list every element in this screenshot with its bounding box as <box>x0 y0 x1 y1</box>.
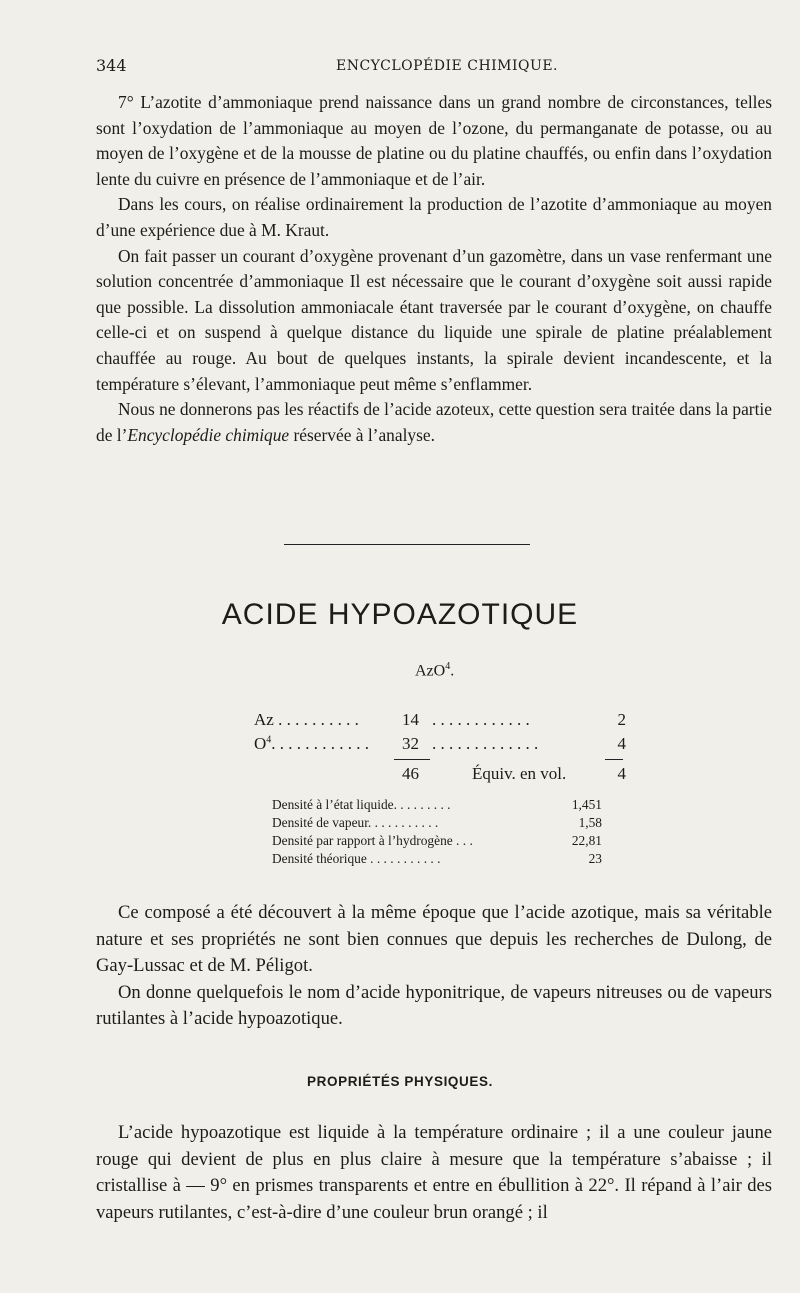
leader-dots: . . . . . . . . . . <box>273 710 359 729</box>
equivalent-value: 4 <box>617 734 626 753</box>
section-divider <box>284 544 530 545</box>
physical-text-block <box>96 1120 772 1226</box>
page-number: 344 <box>96 56 127 75</box>
analyse-text-before: Nous ne donnerons pas les réactifs de l’acide azoteux, cette question sera traitée dans la partie de l’ <box>96 399 772 445</box>
paragraph-physical-properties: L’acide hypoazotique est liquide à la température ordinaire ; il a une couleur jaune rouge qui devient de plus en plus claire à mesure que la température s’abaisse ; il cristallise à — 9° en prismes transparents et entre en ébullition à 22°. Il répand à l’air des vapeurs rutilantes, c’est-à-dire d’une couleur brun orangé ; il <box>96 1122 772 1223</box>
encyclopedie-italic: Encyclopédie chimique <box>127 424 290 445</box>
sum-rule-mass <box>394 759 430 760</box>
total-mass: 46 <box>402 764 419 783</box>
paragraph-azotite-formation: 7° L’azotite d’ammoniaque prend naissance dans un grand nombre de circonstances, telles sont l’oxydation de l’ammoniaque au moyen de l’ozone, du permanganate de potasse, ou au moyen de l’oxygène et de la mousse de platine ou du platine chauffés, ou enfin dans l’oxydation lente du cuivre en présence de l’ammoniaque et de l’air. <box>96 92 772 189</box>
element-subscript: 4 <box>266 734 272 746</box>
leader-dots: . . . . . . . . . . . . <box>432 710 530 729</box>
equivalent-value: 2 <box>617 710 626 729</box>
discovery-text-block <box>96 900 772 1033</box>
subsection-title: PROPRIÉTÉS PHYSIQUES. <box>307 1074 493 1089</box>
atomic-mass: 32 <box>402 734 419 753</box>
section-title: ACIDE HYPOAZOTIQUE <box>221 598 579 631</box>
total-equiv: 4 <box>617 764 626 783</box>
sum-rule-equiv <box>605 759 623 760</box>
total-label: Équiv. en vol. <box>472 764 567 783</box>
paragraph-kraut-experiment: Dans les cours, on réalise ordinairement la production de l’azotite d’ammoniaque au moyen d’une expérience due à M. Kraut. <box>96 194 772 240</box>
chemical-formula: AzO$^4$. <box>415 661 455 680</box>
book-page: 344 ENCYCLOPÉDIE CHIMIQUE. 7° L’azotite d’ammoniaque prend naissance dans un grand nombre de circonstances, telles sont l’oxydation de l’ammoniaque au moyen de l’ozone, du permanganate de potasse, ou au moyen de l’oxygène et de la mousse de platine ou du platine chauffés, ou enfin dans l’oxydation lente du cuivre en présence de l’ammoniaque et de l’air. Dans les cours, on réalise ordinairement la production de l’azotite d’ammoniaque au moyen d’une expérience due à M. Kraut. On fait passer un courant d’oxygène provenant d’un gazomètre, dans un vase renfermant une solution concentrée d’ammoniaque Il est nécessaire que le courant d’oxygène soit aussi rapide que possible. La dissolution ammoniacale étant traversée par le courant d’oxygène, on chauffe celle-ci et on suspend à quelque distance du liquide une spirale de platine préalablement chauffée au rouge. Au bout de quelques instants, la spirale devient incandescente, et la température s’élevant, l’ammoniaque peut même s’enflammer. Nous ne donnerons pas les réactifs de l’acide azoteux, cette question sera traitée dans la partie de l’Encyclopédie chimique réservée à l’analyse. ACIDE HYPOAZOTIQUE AzO$^4$. Az . . . . . . . . . . 14 . . . . . . . . . . . . 2 $O^4$. . . . . . . . . . . . 32 . . . . . . . . . . . . . 4 46 Équiv. en vol. 4 Densité à l’état liquide. . . . . . . . . 1,451 Densité de vapeur. . . . . . . . . . . 1,58 Densité par rapport à l’hydrogène . . . 22,81 Densité théorique . . . . . . . . . . . 23 Ce composé a été découvert à la même époque que l’acide azotique, mais sa véritable nature et ses propriétés ne sont bien connues que depuis les recherches de Dulong, de Gay-Lussac et de M. Péligot. On donne quelquefois le nom d’acide hyponitrique, de vapeurs nitreuses ou de vapeurs rutilantes à l’acide hypoazotique. PROPRIÉTÉS PHYSIQUES. L’acide hypoazotique est liquide à la température ordinaire ; il a une couleur jaune rouge qui devient de plus en plus claire à mesure que la température s’abaisse ; il cristallise à — 9° en prismes transparents et entre en ébullition à 22°. Il répand à l’air des vapeurs rutilantes, c’est-à-dire d’une couleur brun orangé ; il <box>0 0 800 1293</box>
element-symbol: O <box>254 734 267 753</box>
element-symbol: Az <box>254 710 274 729</box>
leader-dots: . . . . . . . . . . . . . <box>432 734 539 753</box>
paragraph-oxygen-procedure: On fait passer un courant d’oxygène provenant d’un gazomètre, dans un vase renfermant une solution concentrée d’ammoniaque Il est nécessaire que le courant d’oxygène soit aussi rapide que possible. La dissolution ammoniacale étant traversée par le courant d’oxygène, on chauffe celle-ci et on suspend à quelque distance du liquide une spirale de platine préalablement chauffée au rouge. Au bout de quelques instants, la spirale devient incandescente, et la température s’élevant, l’ammoniaque peut même s’enflammer. <box>96 245 772 394</box>
atomic-mass: 14 <box>402 710 419 729</box>
running-title: ENCYCLOPÉDIE CHIMIQUE. <box>336 58 558 74</box>
paragraph-reactifs <box>96 397 772 448</box>
intro-text-block <box>96 90 772 448</box>
paragraph-names: On donne quelquefois le nom d’acide hyponitrique, de vapeurs nitreuses ou de vapeurs rutilantes à l’acide hypoazotique. <box>96 981 772 1030</box>
analyse-text-after: réservée à l’analyse. <box>289 424 435 445</box>
leader-dots: . . . . . . . . . . . . <box>271 734 370 753</box>
paragraph-discovery: Ce composé a été découvert à la même époque que l’acide azotique, mais sa véritable nature et ses propriétés ne sont bien connues que depuis les recherches de Dulong, de Gay-Lussac et de M. Péligot. <box>96 902 772 977</box>
page-header <box>96 56 772 78</box>
